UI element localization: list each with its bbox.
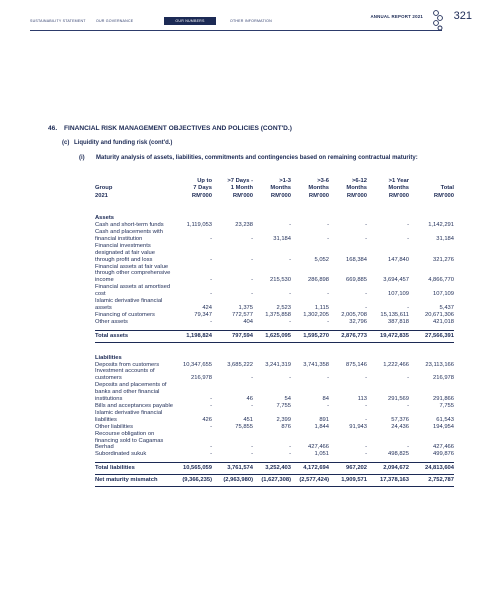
table-row xyxy=(95,382,454,403)
cell-value: 2,005,708 xyxy=(341,311,367,318)
row-label: Islamic derivative financial assets xyxy=(95,298,163,311)
cell-value: 291,569 xyxy=(388,396,409,403)
cell-value: 10,347,655 xyxy=(182,361,212,368)
cell-value: 3,761,574 xyxy=(212,463,253,475)
cell-value: 3,241,319 xyxy=(265,361,291,368)
cell-value: (2,963,980) xyxy=(212,475,253,487)
liabilities-section-heading xyxy=(95,342,454,361)
table-row xyxy=(95,368,454,382)
row-label: Financial assets at amortised cost xyxy=(95,284,171,298)
nav-governance[interactable]: OUR GOVERNANCE xyxy=(96,19,134,23)
subsubsection-number: (i) xyxy=(79,155,85,161)
cell-value: 967,202 xyxy=(329,463,367,475)
cell-value: 84 xyxy=(322,396,329,403)
cell-value: - xyxy=(407,375,409,382)
cell-value: - xyxy=(407,305,409,311)
cell-value: 216,978 xyxy=(433,375,454,382)
cell-value: - xyxy=(251,375,253,382)
cell-value: 876 xyxy=(281,423,291,430)
cell-value: 10,565,059 xyxy=(174,463,212,475)
subsection-heading xyxy=(62,140,172,146)
cell-value: 2,752,787 xyxy=(409,475,454,487)
maturity-table xyxy=(95,178,454,487)
cell-value: - xyxy=(210,423,212,430)
cell-value: - xyxy=(327,375,329,382)
table-row xyxy=(95,243,454,264)
cell-value: 75,855 xyxy=(235,423,253,430)
cell-value: - xyxy=(210,444,212,451)
cell-value: - xyxy=(289,291,291,298)
cell-value: 2,876,773 xyxy=(329,330,367,342)
total-assets-row xyxy=(95,330,454,342)
cell-value: 797,594 xyxy=(212,330,253,342)
cell-value: - xyxy=(289,222,291,229)
cell-value: 3,694,457 xyxy=(383,277,409,284)
cell-value: 2,094,672 xyxy=(367,463,409,475)
row-label: Deposits from customers xyxy=(95,361,160,368)
row-label: Other assets xyxy=(95,318,128,325)
cell-value: 4,172,694 xyxy=(291,463,329,475)
cell-value: 5,437 xyxy=(439,305,454,311)
cell-value: (1,627,308) xyxy=(253,475,291,487)
table-row xyxy=(95,229,454,243)
cell-value: 24,813,604 xyxy=(409,463,454,475)
cell-value: - xyxy=(251,444,253,451)
cell-value: 3,252,403 xyxy=(253,463,291,475)
cell-value: - xyxy=(365,305,367,311)
cell-value: 498,825 xyxy=(388,451,409,458)
cell-value: 5,052 xyxy=(314,256,329,263)
cell-value: 891 xyxy=(319,416,329,423)
cell-value: 107,109 xyxy=(388,291,409,298)
row-label: Cash and short-term funds xyxy=(95,222,164,229)
row-label: Investment accounts of customers xyxy=(95,368,155,382)
row-label: Islamic derivative financial liabilities xyxy=(95,409,163,423)
cell-value: 57,376 xyxy=(391,416,409,423)
table-row xyxy=(95,312,454,319)
col-header-group: Group 2021 xyxy=(95,185,113,199)
cell-value: 499,876 xyxy=(433,451,454,458)
cell-value: 7,755 xyxy=(439,402,454,409)
section-nav xyxy=(30,17,272,25)
cell-value: - xyxy=(365,291,367,298)
cell-value: 1,375 xyxy=(238,305,253,311)
cell-value: - xyxy=(327,235,329,242)
row-label: Financial investments designated at fair value through profit and loss xyxy=(95,242,155,263)
col-header-1-3-months: >1-3 Months RM'000 xyxy=(270,178,291,199)
cell-value: 32,796 xyxy=(349,318,367,325)
cell-value: - xyxy=(210,235,212,242)
row-label: Other liabilities xyxy=(95,423,134,430)
cell-value: - xyxy=(210,402,212,409)
table-row xyxy=(95,424,454,431)
subsection-title: Liquidity and funding risk (cont'd.) xyxy=(74,140,173,146)
cell-value: 147,840 xyxy=(388,256,409,263)
cell-value: 875,146 xyxy=(346,361,367,368)
table-row xyxy=(95,431,454,452)
cell-value: - xyxy=(210,277,212,284)
row-label: Financing of customers xyxy=(95,311,155,318)
row-label: Bills and acceptances payable xyxy=(95,402,173,409)
row-label: Deposits and placements of banks and other financial institutions xyxy=(95,382,167,403)
col-header-6-12-months: >6-12 Months RM'000 xyxy=(346,178,367,199)
row-label: Net maturity mismatch xyxy=(95,475,174,487)
cell-value: 216,978 xyxy=(191,375,212,382)
table-row xyxy=(95,403,454,410)
cell-value: - xyxy=(365,375,367,382)
cell-value: 3,685,222 xyxy=(227,361,253,368)
table-row xyxy=(95,298,454,312)
section-heading xyxy=(48,125,292,132)
row-label: Subordinated sukuk xyxy=(95,451,147,458)
cell-value: - xyxy=(210,291,212,298)
cell-value: 1,625,095 xyxy=(253,330,291,342)
col-header-total: Total RM'000 xyxy=(433,185,454,199)
cell-value: 426 xyxy=(202,416,212,423)
nav-other-information[interactable]: OTHER INFORMATION xyxy=(230,19,272,23)
cell-value: 451 xyxy=(243,416,253,423)
cell-value: - xyxy=(407,402,409,409)
cell-value: 321,276 xyxy=(433,256,454,263)
cell-value: - xyxy=(365,451,367,458)
cell-value: 1,595,270 xyxy=(291,330,329,342)
cell-value: - xyxy=(365,444,367,451)
cell-value: 17,378,163 xyxy=(367,475,409,487)
cell-value: 1,375,858 xyxy=(265,311,291,318)
cell-value: 7,755 xyxy=(276,402,291,409)
nav-divider xyxy=(30,30,442,31)
cell-value: - xyxy=(251,277,253,284)
cell-value: 669,885 xyxy=(346,277,367,284)
cell-value: - xyxy=(251,256,253,263)
cell-value: 421,018 xyxy=(433,318,454,325)
cell-value: 3,741,358 xyxy=(303,361,329,368)
cell-value: - xyxy=(251,402,253,409)
cell-value: 91,943 xyxy=(349,423,367,430)
cell-value: 2,523 xyxy=(276,305,291,311)
cell-value: 27,566,391 xyxy=(409,330,454,342)
nav-sustainability[interactable]: SUSTAINABILITY STATEMENT xyxy=(30,19,86,23)
net-maturity-mismatch-row xyxy=(95,475,454,487)
table-row xyxy=(95,319,454,326)
row-label: Recourse obligation on financing sold to Cagamas Berhad xyxy=(95,430,164,451)
cell-value: (9,366,235) xyxy=(174,475,212,487)
row-label: Total assets xyxy=(95,330,174,342)
cell-value: - xyxy=(407,222,409,229)
table-body xyxy=(95,203,454,486)
cell-value: 1,222,466 xyxy=(383,361,409,368)
cell-value: 1,115 xyxy=(314,305,329,311)
cell-value: 404 xyxy=(243,318,253,325)
cell-value: 15,135,611 xyxy=(380,311,409,318)
cell-value: 1,909,571 xyxy=(329,475,367,487)
cell-value: 1,119,053 xyxy=(186,222,212,229)
cell-value: 427,466 xyxy=(308,444,329,451)
col-header-3-6-months: >3-6 Months RM'000 xyxy=(308,178,329,199)
cell-value: 19,472,835 xyxy=(367,330,409,342)
cell-value: - xyxy=(289,451,291,458)
cell-value: 1,051 xyxy=(314,451,329,458)
assets-section-heading-label: Assets xyxy=(95,215,115,222)
cell-value: - xyxy=(210,451,212,458)
cell-value: - xyxy=(365,402,367,409)
cell-value: - xyxy=(251,291,253,298)
cell-value: 79,347 xyxy=(194,311,212,318)
cell-value: - xyxy=(251,451,253,458)
cell-value: 1,844 xyxy=(314,423,329,430)
total-liabilities-row xyxy=(95,463,454,475)
subsubsection-title: Maturity analysis of assets, liabilities, commitments and contingencies based on remaining contractual maturity: xyxy=(96,155,418,161)
cell-value: 215,530 xyxy=(270,277,291,284)
cell-value: - xyxy=(327,402,329,409)
cell-value: - xyxy=(210,396,212,403)
cell-value: - xyxy=(289,256,291,263)
logo-icon xyxy=(431,9,445,31)
col-header-1-year: >1 Year Months RM'000 xyxy=(388,178,409,199)
cell-value: - xyxy=(327,318,329,325)
cell-value: - xyxy=(365,416,367,423)
cell-value: 46 xyxy=(246,396,253,403)
cell-value: - xyxy=(407,235,409,242)
cell-value: 1,142,291 xyxy=(428,222,454,229)
table-row xyxy=(95,410,454,424)
cell-value: 54 xyxy=(284,396,291,403)
cell-value: - xyxy=(365,222,367,229)
cell-value: 113 xyxy=(357,396,367,403)
cell-value: (2,577,424) xyxy=(291,475,329,487)
table-header-row xyxy=(95,178,454,203)
nav-our-numbers[interactable]: OUR NUMBERS xyxy=(164,17,216,25)
cell-value: 427,466 xyxy=(433,444,454,451)
table-row xyxy=(95,222,454,229)
cell-value: 24,436 xyxy=(391,423,409,430)
cell-value: - xyxy=(327,291,329,298)
liabilities-section-heading-label: Liabilities xyxy=(95,354,122,361)
cell-value: 194,954 xyxy=(433,423,454,430)
cell-value: 31,184 xyxy=(436,235,454,242)
table-row xyxy=(95,264,454,285)
subsubsection-heading xyxy=(79,154,449,162)
cell-value: 1,302,205 xyxy=(303,311,329,318)
cell-value: 61,543 xyxy=(436,416,454,423)
report-title: ANNUAL REPORT 2021 xyxy=(370,14,423,19)
page-number: 321 xyxy=(453,10,472,22)
row-label: Total liabilities xyxy=(95,463,174,475)
cell-value: 772,577 xyxy=(232,311,253,318)
cell-value: - xyxy=(407,444,409,451)
cell-value: - xyxy=(289,375,291,382)
section-title: FINANCIAL RISK MANAGEMENT OBJECTIVES AND POLICIES (CONT'D.) xyxy=(64,125,292,132)
cell-value: 387,818 xyxy=(388,318,409,325)
cell-value: 1,198,824 xyxy=(174,330,212,342)
col-header-up-to-7-days: Up to 7 Days RM'000 xyxy=(191,178,212,199)
row-label: Cash and placements with financial institution xyxy=(95,229,163,242)
cell-value: - xyxy=(210,318,212,325)
cell-value: 23,238 xyxy=(235,222,253,229)
cell-value: 20,671,306 xyxy=(424,311,454,318)
row-label: Financial assets at fair value through other comprehensive income xyxy=(95,263,171,284)
cell-value: - xyxy=(365,235,367,242)
cell-value: 291,866 xyxy=(433,396,454,403)
table-row xyxy=(95,362,454,369)
cell-value: - xyxy=(210,256,212,263)
cell-value: - xyxy=(327,222,329,229)
cell-value: 31,184 xyxy=(273,235,291,242)
cell-value: - xyxy=(289,318,291,325)
cell-value: 424 xyxy=(202,305,212,311)
cell-value: 107,109 xyxy=(433,291,454,298)
cell-value: 286,898 xyxy=(308,277,329,284)
assets-section-heading xyxy=(95,203,454,222)
subsection-number: (c) xyxy=(62,140,70,146)
top-bar xyxy=(0,10,480,30)
table-row xyxy=(95,451,454,458)
cell-value: 4,866,770 xyxy=(428,277,454,284)
table-row xyxy=(95,284,454,298)
col-header-7-days-1-month: >7 Days - 1 Month RM'000 xyxy=(227,178,253,199)
cell-value: 168,384 xyxy=(346,256,367,263)
cell-value: - xyxy=(289,444,291,451)
cell-value: 2,399 xyxy=(276,416,291,423)
section-number: 46. xyxy=(48,125,58,132)
cell-value: - xyxy=(251,235,253,242)
cell-value: 23,113,166 xyxy=(425,361,454,368)
